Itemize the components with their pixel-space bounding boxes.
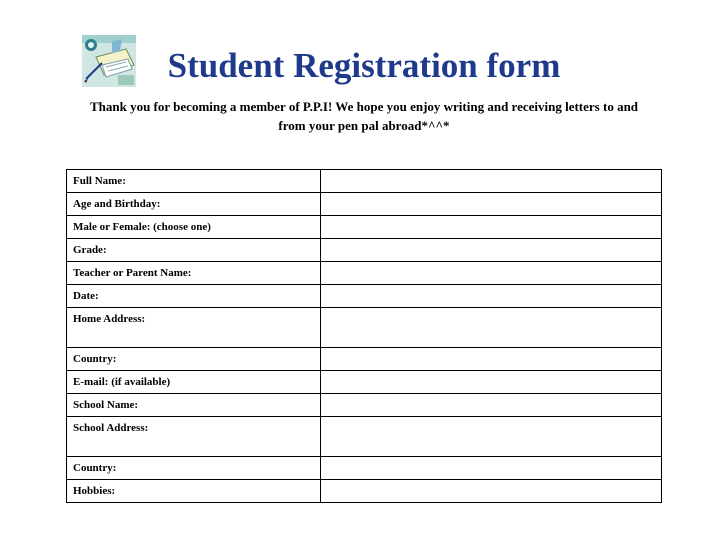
form-row-school-country xyxy=(67,457,662,480)
intro-text xyxy=(56,97,672,135)
field-label: Home Address: xyxy=(67,308,321,348)
date-field[interactable] xyxy=(321,285,662,308)
school-country-field[interactable] xyxy=(321,457,662,480)
grade-field[interactable] xyxy=(321,239,662,262)
field-label: Male or Female: (choose one) xyxy=(67,216,321,239)
form-row-home-address xyxy=(67,308,662,348)
home-address-field[interactable] xyxy=(321,308,662,348)
form-row-full-name xyxy=(67,170,662,193)
field-label: Grade: xyxy=(67,239,321,262)
field-label: E-mail: (if available) xyxy=(67,371,321,394)
school-address-field[interactable] xyxy=(321,417,662,457)
field-label: Teacher or Parent Name: xyxy=(67,262,321,285)
form-row-teacher-parent xyxy=(67,262,662,285)
email-field[interactable] xyxy=(321,371,662,394)
form-row-country xyxy=(67,348,662,371)
country-field[interactable] xyxy=(321,348,662,371)
form-row-date xyxy=(67,285,662,308)
field-label: School Name: xyxy=(67,394,321,417)
age-birthday-field[interactable] xyxy=(321,193,662,216)
form-row-grade xyxy=(67,239,662,262)
field-label: Country: xyxy=(67,457,321,480)
form-row-age-birthday xyxy=(67,193,662,216)
field-label: Age and Birthday: xyxy=(67,193,321,216)
field-label: Country: xyxy=(67,348,321,371)
page-title: Student Registration form xyxy=(167,46,561,85)
field-label: Hobbies: xyxy=(67,480,321,503)
registration-table xyxy=(66,169,662,503)
full-name-field[interactable] xyxy=(321,170,662,193)
field-label: Full Name: xyxy=(67,170,321,193)
intro-line-1: Thank you for becoming a member of P.P.I! We hope you enjoy writing and receiving letters to and xyxy=(89,99,639,114)
form-row-hobbies xyxy=(67,480,662,503)
form-row-email xyxy=(67,371,662,394)
gender-field[interactable] xyxy=(321,216,662,239)
hobbies-field[interactable] xyxy=(321,480,662,503)
form-row-school-name xyxy=(67,394,662,417)
intro-line-2: from your pen pal abroad*^^* xyxy=(278,118,450,133)
field-label: Date: xyxy=(67,285,321,308)
field-label: School Address: xyxy=(67,417,321,457)
form-row-school-address xyxy=(67,417,662,457)
teacher-parent-field[interactable] xyxy=(321,262,662,285)
form-row-gender xyxy=(67,216,662,239)
school-name-field[interactable] xyxy=(321,394,662,417)
